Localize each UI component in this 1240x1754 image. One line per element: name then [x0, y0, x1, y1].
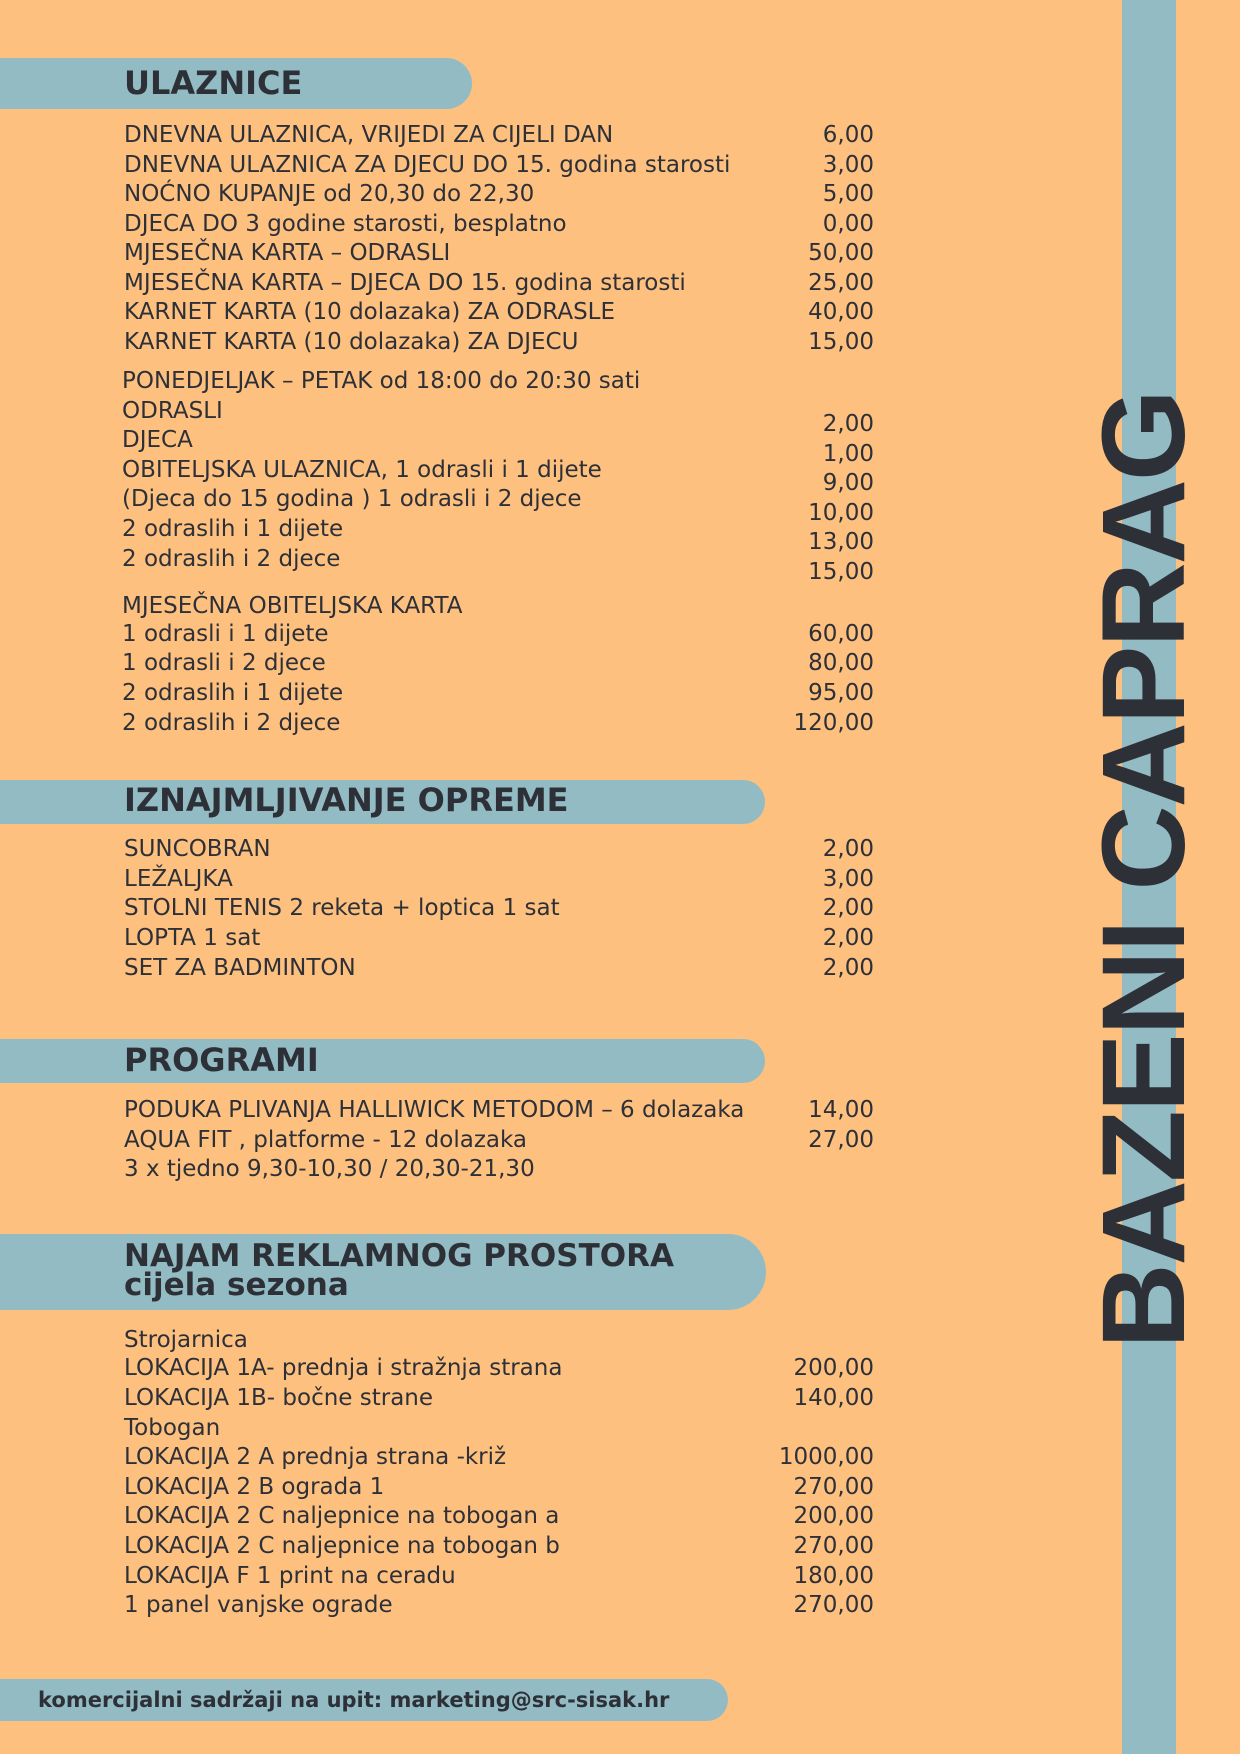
price-row [124, 150, 874, 180]
price-row [122, 619, 874, 649]
group-heading: Tobogan [124, 1415, 221, 1441]
item-label: 2 odraslih i 1 dijete [122, 680, 344, 706]
item-label: LOKACIJA 1A- prednja i stražnja strana [124, 1355, 563, 1381]
weekday-label: DJECA [122, 427, 193, 453]
item-price: 3,00 [822, 152, 874, 178]
weekday-label: OBITELJSKA ULAZNICA, 1 odrasli i 1 dijete [122, 457, 602, 483]
price-row [124, 1531, 874, 1561]
item-price: 0,00 [822, 211, 874, 237]
price-row [124, 1125, 874, 1155]
item-label: KARNET KARTA (10 dolazaka) ZA ODRASLE [124, 299, 616, 325]
weekday-label: 2 odraslih i 2 djece [122, 546, 341, 572]
footer-contact: komercijalni sadržaji na upit: marketing@src-sisak.hr [38, 1688, 670, 1712]
item-label: DNEVNA ULAZNICA ZA DJECU DO 15. godina starosti [124, 152, 731, 178]
item-label: SUNCOBRAN [124, 836, 271, 862]
reklame-title-line1: NAJAM REKLAMNOG PROSTORA [124, 1238, 674, 1274]
item-price: 2,00 [822, 925, 874, 951]
price-row [124, 120, 874, 150]
price-row [124, 923, 874, 953]
price-row [124, 953, 874, 983]
item-price: 3,00 [822, 866, 874, 892]
item-price: 95,00 [808, 680, 874, 706]
weekday-label: 2 odraslih i 1 dijete [122, 516, 344, 542]
item-price: 270,00 [793, 1592, 874, 1618]
weekday-price: 1,00 [822, 441, 874, 467]
item-label: SET ZA BADMINTON [124, 955, 356, 981]
item-label: LOPTA 1 sat [124, 925, 261, 951]
side-title: BAZENI CAPRAG [1078, 391, 1210, 1349]
item-label: LOKACIJA 2 C naljepnice na tobogan a [124, 1503, 560, 1529]
item-label: LEŽALJKA [124, 866, 233, 892]
price-row [124, 893, 874, 923]
weekday-price: 15,00 [808, 559, 874, 585]
price-row [124, 1442, 874, 1472]
weekday-label: ODRASLI [122, 398, 223, 424]
item-label: STOLNI TENIS 2 reketa + loptica 1 sat [124, 895, 560, 921]
reklame-title [124, 1238, 674, 1303]
monthly-family-heading: MJESEČNA OBITELJSKA KARTA [122, 593, 463, 619]
price-row [124, 238, 874, 268]
item-price: 40,00 [808, 299, 874, 325]
oprema-title: IZNAJMLJIVANJE OPREME [124, 781, 569, 819]
price-row [124, 297, 874, 327]
weekday-price: 2,00 [822, 411, 874, 437]
item-price: 120,00 [793, 710, 874, 736]
item-label: MJESEČNA KARTA – ODRASLI [124, 240, 451, 266]
ulaznice-title: ULAZNICE [124, 64, 303, 102]
item-label: LOKACIJA 1B- bočne strane [124, 1385, 434, 1411]
price-row [124, 179, 874, 209]
item-label: 1 odrasli i 2 djece [122, 650, 326, 676]
item-price: 270,00 [793, 1533, 874, 1559]
item-price: 270,00 [793, 1474, 874, 1500]
item-price: 180,00 [793, 1563, 874, 1589]
item-price: 50,00 [808, 240, 874, 266]
item-price: 140,00 [793, 1385, 874, 1411]
weekday-price: 13,00 [808, 529, 874, 555]
price-row [124, 864, 874, 894]
item-label: DJECA DO 3 godine starosti, besplatno [124, 211, 567, 237]
item-label: AQUA FIT , platforme - 12 dolazaka [124, 1127, 528, 1153]
programi-note: 3 x tjedno 9,30-10,30 / 20,30-21,30 [124, 1156, 535, 1182]
price-row [124, 1501, 874, 1531]
item-label: 2 odraslih i 2 djece [122, 710, 341, 736]
weekday-label: (Djeca do 15 godina ) 1 odrasli i 2 djece [122, 486, 582, 512]
item-label: LOKACIJA F 1 print na ceradu [124, 1563, 456, 1589]
reklame-title-line2: cijela sezona [124, 1267, 349, 1303]
price-row [124, 327, 874, 357]
programi-banner [0, 1039, 765, 1083]
item-price: 200,00 [793, 1503, 874, 1529]
item-label: DNEVNA ULAZNICA, VRIJEDI ZA CIJELI DAN [124, 122, 614, 148]
item-label: MJESEČNA KARTA – DJECA DO 15. godina starosti [124, 270, 686, 296]
price-row [124, 1472, 874, 1502]
group-heading: Strojarnica [124, 1327, 248, 1353]
price-row [124, 1561, 874, 1591]
price-row [124, 1095, 874, 1125]
item-price: 1000,00 [778, 1444, 874, 1470]
weekday-price: 9,00 [822, 470, 874, 496]
item-price: 5,00 [822, 181, 874, 207]
price-row [122, 708, 874, 738]
price-row [124, 209, 874, 239]
programi-title: PROGRAMI [124, 1041, 319, 1079]
price-row [124, 1353, 874, 1383]
weekday-heading: PONEDJELJAK – PETAK od 18:00 do 20:30 sati [122, 368, 641, 394]
item-price: 27,00 [808, 1127, 874, 1153]
item-price: 60,00 [808, 621, 874, 647]
price-row [124, 1383, 874, 1413]
item-label: NOĆNO KUPANJE od 20,30 do 22,30 [124, 181, 535, 207]
weekday-price: 10,00 [808, 500, 874, 526]
item-label: KARNET KARTA (10 dolazaka) ZA DJECU [124, 329, 579, 355]
item-price: 25,00 [808, 270, 874, 296]
item-price: 6,00 [822, 122, 874, 148]
price-row [124, 1590, 874, 1620]
price-row [124, 268, 874, 298]
item-price: 80,00 [808, 650, 874, 676]
item-label: LOKACIJA 2 A prednja strana -križ [124, 1444, 507, 1470]
item-label: 1 panel vanjske ograde [124, 1592, 393, 1618]
item-label: PODUKA PLIVANJA HALLIWICK METODOM – 6 dolazaka [124, 1097, 745, 1123]
item-price: 2,00 [822, 895, 874, 921]
price-row [122, 678, 874, 708]
price-row [122, 648, 874, 678]
item-label: LOKACIJA 2 C naljepnice na tobogan b [124, 1533, 560, 1559]
item-price: 2,00 [822, 955, 874, 981]
item-price: 200,00 [793, 1355, 874, 1381]
item-label: LOKACIJA 2 B ograda 1 [124, 1474, 385, 1500]
item-price: 15,00 [808, 329, 874, 355]
item-price: 2,00 [822, 836, 874, 862]
item-price: 14,00 [808, 1097, 874, 1123]
price-row [124, 834, 874, 864]
item-label: 1 odrasli i 1 dijete [122, 621, 329, 647]
